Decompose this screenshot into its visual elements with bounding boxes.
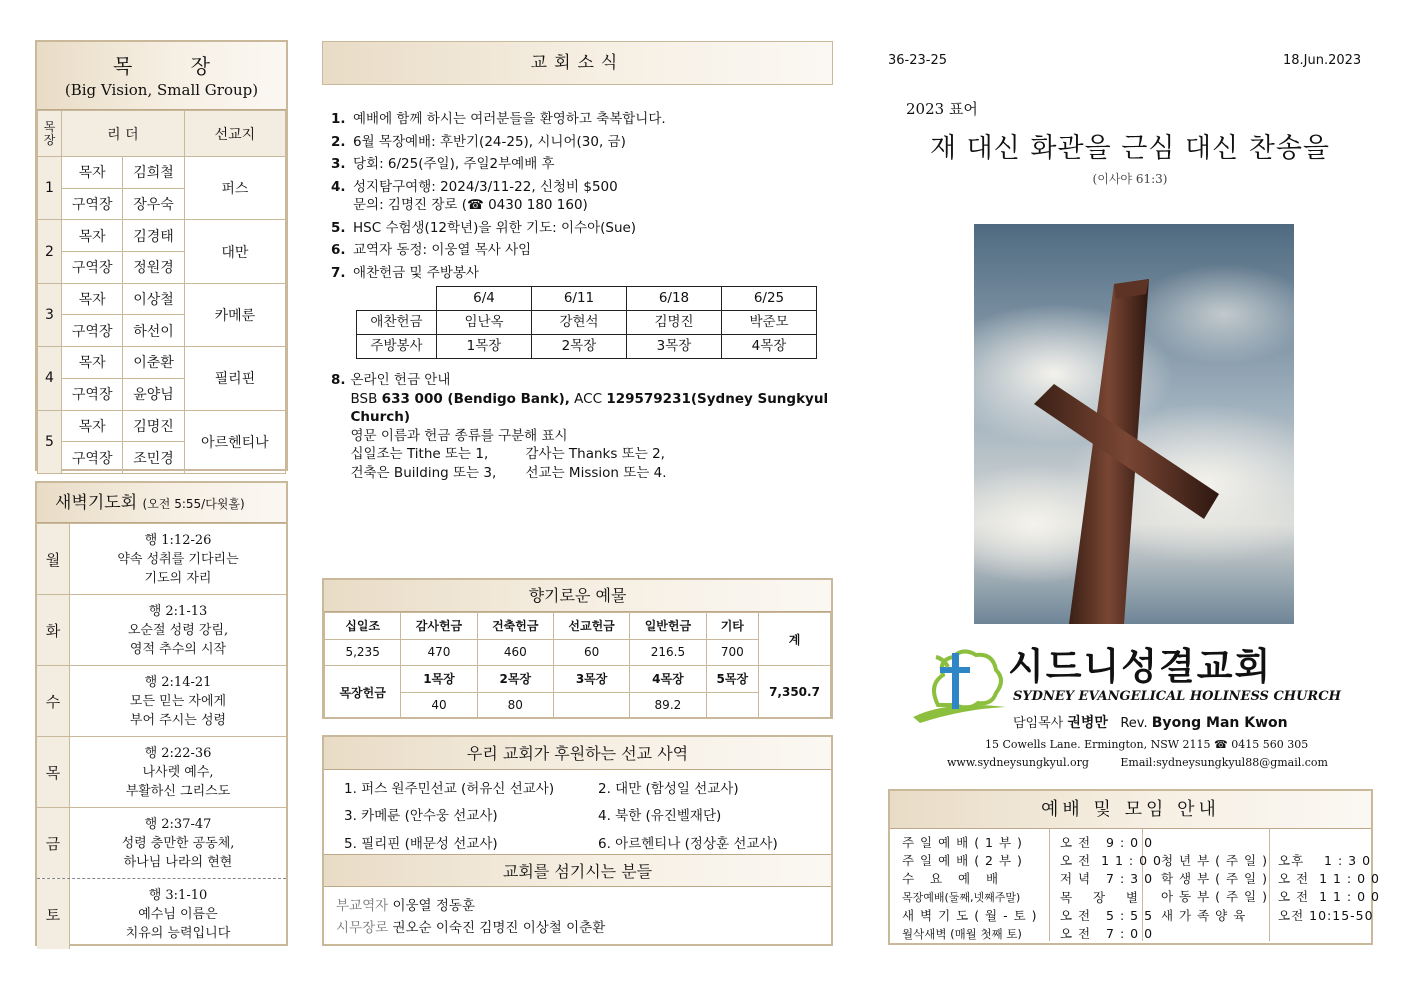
news-item-body (353, 219, 636, 238)
leader-role: 구역장 (62, 188, 123, 220)
mission-header (324, 737, 831, 770)
news-item-body (353, 110, 666, 129)
offering-total-label: 계 (759, 613, 831, 666)
leader-name: 김경태 (123, 220, 184, 252)
mokjang-header (37, 42, 286, 110)
dawn-line: 나사렛 예수, (142, 765, 214, 780)
news-item-body (353, 155, 555, 174)
dawn-day: 화 (37, 595, 70, 665)
staff2-label: 시무장로 (336, 920, 389, 936)
worship-entry: 오 전 5 : 5 5 (1060, 907, 1154, 923)
offering-header: 기타 (706, 613, 758, 640)
mok-value: 80 (477, 692, 553, 719)
pastor-line (1013, 712, 1288, 732)
staff-row-elders (336, 917, 831, 939)
dawn-ref: 행 3:1-10 (148, 888, 208, 903)
bsb-label: BSB (350, 390, 382, 407)
dawn-ref: 행 2:14-21 (144, 675, 212, 690)
dawn-row (37, 807, 286, 878)
worship-col-group-times (1270, 829, 1380, 941)
mission-item: 5. 필리핀 (배문성 선교사) (344, 835, 498, 852)
news-item-body (353, 178, 618, 215)
news-item (331, 155, 831, 174)
dawn-day: 토 (37, 879, 70, 949)
worship-entry: 저 녁 7 : 3 0 (1060, 871, 1154, 887)
mokjang-rows (38, 157, 286, 474)
motto-verse: (이사야 61:3) (1092, 172, 1168, 186)
cross-photo (974, 224, 1294, 624)
news-list (331, 110, 831, 486)
mission-item: 6. 아르헨티나 (정상훈 선교사) (598, 835, 778, 852)
online-line4 (351, 445, 831, 464)
online-tithe: 십일조는 Tithe 또는 1, (350, 446, 489, 462)
mission-country: 아르헨티나 (184, 410, 285, 473)
dawn-line: 부어 주시는 성령 (129, 713, 227, 728)
news-item-text2: 문의: 김명진 장로 (☎ 0430 180 160) (353, 197, 588, 213)
mission-item: 4. 북한 (유진벨재단) (598, 808, 722, 825)
duty-group: 4목장 (722, 335, 817, 359)
bulletin-code: 36-23-25 (888, 53, 948, 68)
worship-col-times (1050, 829, 1162, 942)
church-logo-icon (908, 645, 1008, 729)
news-item-text: 교역자 동정: 이웅열 목사 사임 (353, 242, 532, 258)
news-item-number: 7. (331, 264, 346, 281)
church-web (947, 756, 1328, 769)
duty-person: 임난옥 (437, 311, 532, 335)
news-item-body (353, 264, 479, 283)
duty-date: 6/4 (437, 287, 532, 311)
mokjang-row (38, 410, 286, 442)
worship-entry: 새 가 족 양 육 (1161, 907, 1247, 923)
worship-panel (888, 789, 1380, 945)
online-line3: 영문 이름과 헌금 종류를 구분해 표시 (350, 427, 568, 444)
website-link[interactable]: www.sydneysungkyul.org (947, 756, 1089, 769)
staff-list (324, 887, 831, 939)
dawn-line: 약속 성취를 기다리는 (117, 552, 239, 567)
mok-header: 1목장 (401, 666, 477, 693)
worship-col-groups (1143, 829, 1270, 941)
duty-person: 강현석 (532, 311, 627, 335)
staff-header (324, 854, 831, 887)
dawn-header (37, 483, 286, 523)
news-item (331, 219, 831, 238)
dawn-line: 오순절 성령 강림, (127, 623, 229, 638)
news-item-text: 애찬헌금 및 주방봉사 (353, 264, 479, 281)
offering-value: 5,235 (325, 639, 401, 666)
acc-value: 129579231(Sydney Sungkyul Church) (350, 390, 829, 425)
news-item-number: 2. (331, 133, 346, 150)
dawn-ref: 행 2:37-47 (144, 817, 212, 832)
dawn-line: 기도의 자리 (144, 571, 212, 586)
mokjang-num: 1 (38, 157, 62, 220)
online-building: 건축은 Building 또는 3, (350, 464, 497, 481)
dawn-reading (70, 595, 286, 665)
offering-value: 700 (706, 639, 758, 666)
offering-panel (322, 578, 833, 719)
dawn-reading (70, 666, 286, 736)
offering-title: 향기로운 예물 (528, 586, 627, 605)
dawn-row (37, 736, 286, 807)
mokjang-row (38, 157, 286, 189)
staff2-names: 권오순 이숙진 김명진 이상철 이춘환 (392, 920, 606, 936)
mok-header: 3목장 (553, 666, 629, 693)
news-item (331, 264, 831, 283)
offering-header: 감사헌금 (401, 613, 477, 640)
duty-person: 김명진 (627, 311, 722, 335)
staff1-label: 부교역자 (336, 898, 389, 914)
dawn-day: 월 (37, 524, 70, 594)
mission-item: 2. 대만 (함성일 선교사) (598, 781, 739, 797)
leader-name: 김명진 (123, 410, 184, 442)
mok-header: 4목장 (630, 666, 706, 693)
dawn-day: 수 (37, 666, 70, 736)
dawn-line: 성령 충만한 공동체, (121, 836, 235, 851)
mission-panel (322, 735, 833, 946)
dawn-row (37, 878, 286, 949)
news-item-number: 8. (331, 372, 346, 388)
news-item-text: 6월 목장예배: 후반기(24-25), 시니어(30, 금) (353, 133, 626, 150)
worship-entry: 새 벽 기 도 ( 월 - 토 ) (902, 907, 1038, 923)
news-item-body (353, 133, 626, 152)
online-line5 (351, 464, 831, 483)
duty-date: 6/25 (722, 287, 817, 311)
worship-entry: 청 년 부 ( 주 일 ) (1161, 853, 1268, 868)
bulletin-date: 18.Jun.2023 (1283, 53, 1362, 68)
motto-title: 재 대신 화관을 근심 대신 찬송을 (930, 133, 1330, 164)
mokjang-table (37, 110, 286, 474)
news-item-body (353, 241, 531, 260)
dawn-day: 목 (37, 737, 70, 807)
news-item (331, 110, 831, 129)
mission-title: 우리 교회가 후원하는 선교 사역 (466, 744, 689, 763)
mok-header: 5목장 (706, 666, 758, 693)
dawn-day: 금 (37, 808, 70, 878)
duty-person: 박준모 (722, 311, 817, 335)
news-items (331, 110, 831, 282)
dawn-title: 새벽기도회 (55, 493, 138, 513)
news-item-number: 3. (331, 156, 346, 172)
duty-group: 3목장 (627, 335, 722, 359)
worship-entry: 목 장 별 (1060, 889, 1140, 905)
offering-header: 건축헌금 (477, 613, 553, 640)
worship-entry: 오전 10:15-50 (1278, 907, 1374, 923)
news-item (331, 241, 831, 260)
mokjang-num: 2 (38, 220, 62, 283)
dawn-line: 치유의 능력입니다 (125, 926, 231, 941)
mok-header: 2목장 (477, 666, 553, 693)
offering-total: 7,350.7 (759, 666, 831, 719)
leader-name: 윤양님 (123, 378, 184, 410)
staff-title: 교회를 섬기시는 분들 (502, 862, 653, 881)
news-item-online (331, 371, 831, 482)
dawn-rows (37, 523, 286, 949)
online-thanks: 감사는 Thanks 또는 2, (525, 446, 665, 462)
worship-entry: 월삭새벽 (매월 첫째 토) (902, 927, 1022, 942)
offering-value: 460 (477, 639, 553, 666)
duty-group: 1목장 (437, 335, 532, 359)
mokjang-num: 3 (38, 283, 62, 346)
dawn-row (37, 594, 286, 665)
leader-name: 하선이 (123, 315, 184, 347)
news-item-number: 6. (331, 242, 346, 258)
dawn-reading (70, 808, 286, 878)
duty-group: 2목장 (532, 335, 627, 359)
dawn-ref: 행 2:1-13 (148, 604, 208, 619)
dawn-row (37, 665, 286, 736)
mission-country: 대만 (184, 220, 285, 283)
header-num: 목 장 (38, 111, 62, 157)
worship-entry: 오 전 1 1 : 0 0 (1060, 853, 1162, 869)
news-item-number: 4. (331, 178, 346, 195)
mokjang-num: 5 (38, 410, 62, 473)
mok-value (706, 692, 758, 719)
worship-entry: 수 요 예 배 (902, 871, 1000, 887)
leader-name: 장우숙 (123, 188, 184, 220)
offering-header (324, 580, 831, 612)
duty-table (356, 286, 817, 359)
leader-role: 구역장 (62, 252, 123, 284)
pastor-name: 권병만 (1067, 715, 1108, 731)
email-link[interactable]: Email:sydneysungkyul88@gmail.com (1120, 756, 1328, 769)
mokjang-row (38, 347, 286, 379)
worship-col-services (890, 829, 1050, 941)
mission-item: 3. 카메룬 (안수웅 선교사) (344, 808, 498, 825)
duty-row1-label: 애찬헌금 (357, 311, 437, 335)
offering-value: 60 (553, 639, 629, 666)
leader-name: 김희철 (123, 157, 184, 189)
offering-value: 216.5 (630, 639, 706, 666)
news-item (331, 133, 831, 152)
dawn-reading (70, 737, 286, 807)
leader-role: 구역장 (62, 315, 123, 347)
leader-role: 구역장 (62, 378, 123, 410)
offering-header: 십일조 (325, 613, 401, 640)
leader-role: 목자 (62, 347, 123, 379)
news-item-text: HSC 수험생(12학년)을 위한 기도: 이수아(Sue) (353, 219, 637, 236)
header-mission: 선교지 (184, 111, 285, 157)
church-name-en: SYDNEY EVANGELICAL HOLINESS CHURCH (1013, 689, 1341, 704)
offering-header: 선교헌금 (553, 613, 629, 640)
dawn-time: (오전 5:55/다윗홀) (142, 497, 245, 511)
news-header (322, 41, 833, 85)
online-title: 온라인 헌금 안내 (350, 372, 451, 388)
leader-name: 정원경 (123, 252, 184, 284)
worship-entry: 오 전 7 : 0 0 (1060, 926, 1154, 942)
news-item-number: 5. (331, 219, 346, 236)
dawn-ref: 행 2:22-36 (144, 746, 212, 761)
acc-label: ACC (569, 390, 607, 407)
leader-name: 이상철 (123, 283, 184, 315)
leader-role: 구역장 (62, 442, 123, 474)
mission-country: 카메룬 (184, 283, 285, 346)
dawn-line: 모든 믿는 자에게 (129, 694, 227, 709)
mok-value (553, 692, 629, 719)
worship-header (890, 791, 1371, 829)
staff-row-associate (336, 895, 831, 917)
dawn-line: 예수님 이름은 (138, 907, 218, 922)
dawn-reading (70, 524, 286, 594)
online-bank (351, 390, 831, 427)
worship-entry: 목장예배(둘째,넷째주말) (902, 890, 1021, 904)
online-mission: 선교는 Mission 또는 4. (525, 464, 667, 481)
duty-date: 6/11 (532, 287, 627, 311)
pastor-en-label: Rev. (1120, 716, 1148, 731)
pastor-label: 담임목사 (1013, 716, 1064, 731)
leader-role: 목자 (62, 410, 123, 442)
dawn-ref: 행 1:12-26 (144, 533, 212, 548)
dawn-reading (70, 879, 286, 949)
mission-list (324, 770, 831, 854)
news-item-text: 예배에 함께 하시는 여러분들을 환영하고 축복합니다. (353, 111, 666, 127)
worship-entry: 주 일 예 배 ( 2 부 ) (902, 853, 1023, 869)
church-name: 시드니성결교회 (1008, 645, 1273, 688)
mokjang-panel (35, 40, 288, 471)
mokjang-row (38, 283, 286, 315)
leader-role: 목자 (62, 220, 123, 252)
mokjang-subtitle: (Big Vision, Small Group) (64, 81, 259, 99)
worship-entry: 오 전 1 1 : 0 0 (1278, 889, 1380, 905)
worship-entry: 아 동 부 ( 주 일 ) (1161, 889, 1268, 905)
news-item (331, 178, 831, 215)
pastor-name-en: Byong Man Kwon (1151, 715, 1288, 731)
bsb-value: 633 000 (Bendigo Bank), (381, 390, 570, 407)
worship-entry: 학 생 부 ( 주 일 ) (1161, 871, 1268, 887)
online-offering (351, 371, 831, 482)
mok-value: 40 (401, 692, 477, 719)
dawn-line: 부활하신 그리스도 (125, 784, 231, 799)
worship-entry: 오 전 9 : 0 0 (1060, 835, 1154, 850)
mission-country: 필리핀 (184, 347, 285, 410)
news-item-number: 1. (331, 111, 346, 127)
mission-country: 퍼스 (184, 157, 285, 220)
news-title: 교회소식 (530, 53, 625, 73)
cross-image (974, 224, 1294, 624)
worship-columns (890, 829, 1380, 942)
news-item-text: 당회: 6/25(주일), 주일2부예배 후 (353, 156, 555, 172)
dawn-line: 하나님 나라의 현현 (123, 855, 233, 870)
mok-value: 89.2 (630, 692, 706, 719)
mokjang-title: 목 장 (113, 54, 236, 78)
mokjang-num: 4 (38, 347, 62, 410)
dawn-line: 영적 추수의 시작 (129, 642, 227, 657)
mok-offering-label: 목장헌금 (325, 666, 401, 719)
church-address: 15 Cowells Lane. Ermington, NSW 2115 ☎ 0415 560 305 (985, 738, 1309, 751)
motto-label: 2023 표어 (906, 100, 978, 118)
worship-entry: 오후 1 : 3 0 (1278, 853, 1372, 868)
duty-row2-label: 주방봉사 (357, 335, 437, 359)
worship-entry: 오 전 1 1 : 0 0 (1278, 871, 1380, 887)
worship-entry: 주 일 예 배 ( 1 부 ) (902, 835, 1023, 850)
leader-role: 목자 (62, 157, 123, 189)
offering-table (324, 612, 831, 719)
staff1-names: 이웅열 정동훈 (392, 898, 476, 914)
leader-name: 조민경 (123, 442, 184, 474)
offering-header: 일반헌금 (630, 613, 706, 640)
leader-role: 목자 (62, 283, 123, 315)
news-item-text: 성지탐구여행: 2024/3/11-22, 신청비 $500 (353, 178, 618, 195)
header-leader: 리 더 (62, 111, 185, 157)
mokjang-row (38, 220, 286, 252)
worship-title: 예배 및 모임 안내 (1041, 799, 1220, 820)
leader-name: 이춘환 (123, 347, 184, 379)
dawn-prayer-panel (35, 481, 288, 946)
duty-date: 6/18 (627, 287, 722, 311)
dawn-row (37, 523, 286, 594)
offering-value: 470 (401, 639, 477, 666)
mission-item: 1. 퍼스 원주민선교 (허유신 선교사) (344, 781, 555, 797)
